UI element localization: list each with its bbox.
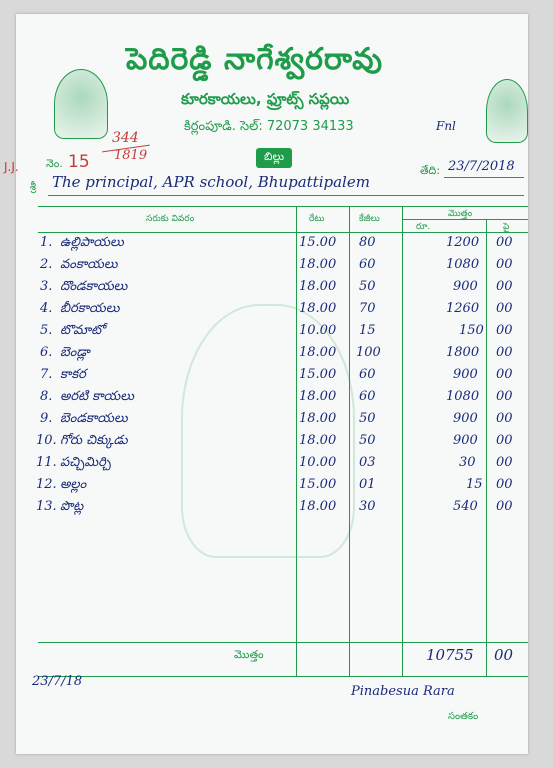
- signature: Pinabesua Rara: [351, 684, 455, 699]
- footer-date-note: 23/7/18: [32, 674, 83, 689]
- shop-address: కిర్లంపూడి. సెల్: 72073 34133: [184, 119, 354, 134]
- table-total-top-line: [38, 642, 528, 643]
- bill-sheet: [4, 14, 528, 754]
- row-ps: 00: [496, 455, 513, 470]
- left-mark: J.J.: [4, 160, 19, 174]
- table-row: [16, 499, 528, 521]
- table-bottom-line: [38, 676, 528, 677]
- row-rate: 18.00: [299, 345, 337, 360]
- row-rate: 15.00: [299, 477, 337, 492]
- header-amount: మొత్తం: [448, 209, 473, 219]
- stamp-bottom: 1819: [114, 148, 148, 163]
- row-item: వంకాయలు: [60, 257, 118, 272]
- row-ps: 00: [496, 499, 513, 514]
- row-no: 8.: [40, 389, 53, 404]
- row-rs: 1080: [446, 389, 480, 404]
- row-rs: 900: [453, 411, 478, 426]
- header-item: సరుకు వివరం: [146, 214, 195, 224]
- row-qty: 03: [359, 455, 376, 470]
- row-qty: 70: [359, 301, 376, 316]
- row-qty: 100: [356, 345, 381, 360]
- table-row: [16, 411, 528, 433]
- row-item: బెండ్లా: [60, 345, 90, 360]
- row-qty: 80: [359, 235, 376, 250]
- row-rate: 18.00: [299, 411, 337, 426]
- bill-badge: బిల్లు: [256, 148, 292, 168]
- row-qty: 50: [359, 411, 376, 426]
- row-no: 2.: [40, 257, 53, 272]
- table-header-line: [38, 232, 528, 233]
- business-description: కూరకాయలు, ఫ్రూట్స్ సప్లయి: [181, 90, 350, 108]
- table-row: [16, 477, 528, 499]
- total-label: మొత్తం: [234, 648, 264, 661]
- row-rs: 1800: [446, 345, 480, 360]
- goddess-lakshmi-image: [486, 79, 528, 143]
- row-no: 4.: [40, 301, 53, 316]
- row-no: 9.: [40, 411, 53, 426]
- row-ps: 00: [496, 301, 513, 316]
- row-rate: 18.00: [299, 433, 337, 448]
- row-rate: 18.00: [299, 389, 337, 404]
- shop-name: పెదిరెడ్డి నాగేశ్వరరావు: [126, 42, 384, 77]
- row-qty: 60: [359, 257, 376, 272]
- recipient-name: The principal, APR school, Bhupattipalem: [52, 173, 370, 191]
- table-row: [16, 235, 528, 257]
- table-row: [16, 257, 528, 279]
- row-ps: 00: [496, 477, 513, 492]
- row-rs: 900: [453, 367, 478, 382]
- date-label: తేది:: [420, 164, 441, 177]
- date-value: 23/7/2018: [448, 159, 515, 174]
- row-rate: 10.00: [299, 455, 337, 470]
- row-qty: 60: [359, 367, 376, 382]
- row-rs: 150: [459, 323, 484, 338]
- row-item: బెండకాయలు: [60, 411, 128, 426]
- signature-label: సంతకం: [448, 711, 479, 722]
- header-paise: పై: [503, 222, 510, 232]
- row-ps: 00: [496, 235, 513, 250]
- row-ps: 00: [496, 279, 513, 294]
- row-rate: 10.00: [299, 323, 337, 338]
- row-qty: 50: [359, 433, 376, 448]
- date-underline: [444, 177, 524, 178]
- to-prefix: శ్రీ: [30, 180, 37, 193]
- bill-no-value: 15: [68, 152, 90, 172]
- row-rs: 1260: [446, 301, 480, 316]
- table-row: [16, 433, 528, 455]
- row-no: 3.: [40, 279, 53, 294]
- row-rs: 900: [453, 433, 478, 448]
- row-item: ఉల్లిపాయలు: [60, 235, 124, 250]
- row-rate: 15.00: [299, 235, 337, 250]
- bill-no-label: నెం.: [46, 157, 63, 170]
- row-rs: 15: [466, 477, 483, 492]
- row-qty: 50: [359, 279, 376, 294]
- header-rs: రూ.: [416, 222, 431, 232]
- handwritten-initials: Fnl: [436, 119, 456, 133]
- stamp-top: 344: [112, 130, 139, 146]
- row-rate: 18.00: [299, 499, 337, 514]
- row-qty: 01: [359, 477, 376, 492]
- row-rate: 18.00: [299, 301, 337, 316]
- table-row: [16, 345, 528, 367]
- row-ps: 00: [496, 389, 513, 404]
- row-rs: 900: [453, 279, 478, 294]
- row-rs: 30: [459, 455, 476, 470]
- header-rate: రేటు: [309, 214, 325, 224]
- table-row: [16, 389, 528, 411]
- row-item: టొమాటో: [60, 323, 105, 338]
- recipient-underline: [48, 195, 524, 196]
- total-rs: 10755: [426, 646, 474, 664]
- row-item: బీరకాయలు: [60, 301, 120, 316]
- row-qty: 30: [359, 499, 376, 514]
- row-ps: 00: [496, 345, 513, 360]
- row-ps: 00: [496, 323, 513, 338]
- row-ps: 00: [496, 257, 513, 272]
- row-no: 10.: [36, 433, 57, 448]
- table-row: [16, 455, 528, 477]
- row-ps: 00: [496, 433, 513, 448]
- row-rate: 15.00: [299, 367, 337, 382]
- row-item: పొట్ల: [60, 499, 84, 514]
- row-no: 6.: [40, 345, 53, 360]
- row-ps: 00: [496, 411, 513, 426]
- table-top-line: [38, 206, 528, 207]
- table-row: [16, 279, 528, 301]
- row-no: 7.: [40, 367, 53, 382]
- row-item: గోరు చిక్కుడు: [60, 433, 128, 448]
- row-no: 12.: [36, 477, 57, 492]
- row-rs: 1200: [446, 235, 480, 250]
- row-item: దొండకాయలు: [60, 279, 128, 294]
- header-kgs: కేజీలు: [359, 214, 380, 224]
- row-item: అరటి కాయలు: [60, 389, 134, 404]
- row-rs: 1080: [446, 257, 480, 272]
- row-ps: 00: [496, 367, 513, 382]
- row-rate: 18.00: [299, 257, 337, 272]
- row-no: 5.: [40, 323, 53, 338]
- row-no: 11.: [36, 455, 57, 470]
- row-rate: 18.00: [299, 279, 337, 294]
- row-qty: 60: [359, 389, 376, 404]
- table-row: [16, 323, 528, 345]
- row-item: అల్లం: [60, 477, 87, 492]
- row-qty: 15: [359, 323, 376, 338]
- table-row: [16, 367, 528, 389]
- row-item: పచ్చిమిర్చి: [60, 455, 111, 470]
- row-no: 1.: [40, 235, 53, 250]
- row-item: కాకర: [60, 367, 86, 382]
- table-row: [16, 301, 528, 323]
- goddess-durga-image: [54, 69, 108, 139]
- row-rs: 540: [453, 499, 478, 514]
- row-no: 13.: [36, 499, 57, 514]
- total-ps: 00: [494, 646, 514, 664]
